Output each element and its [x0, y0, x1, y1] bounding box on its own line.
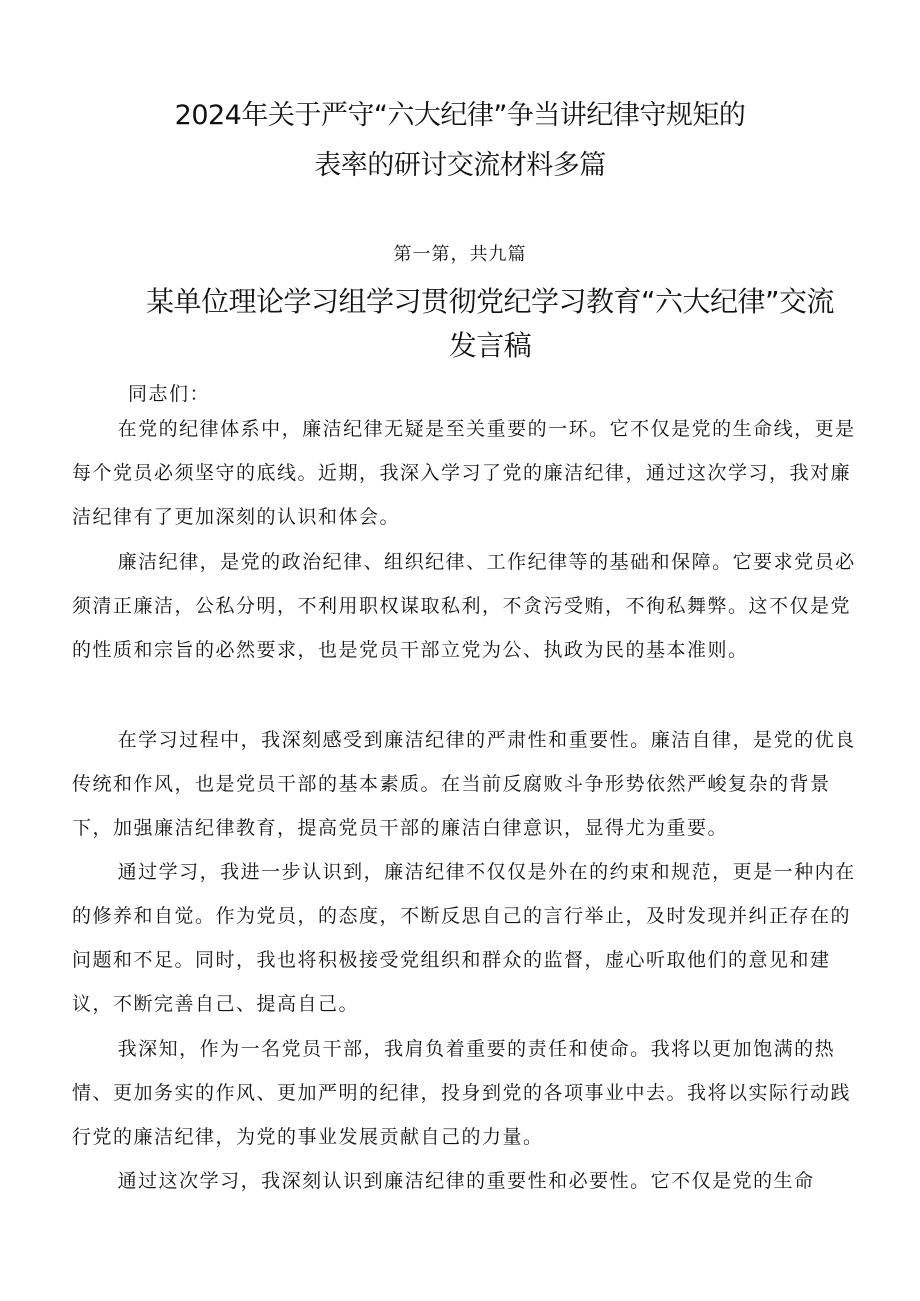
- paragraph-5: 我深知，作为一名党员干部，我肩负着重要的责任和使命。我将以更加饱满的热情、更加务实的作风、更加严明的纪律，投身到党的各项事业中去。我将以实际行动践行党的廉洁纪律，为党的事业发展贡献自己的力量。: [72, 1038, 852, 1148]
- article-title-line-1: 某单位理论学习组学习贯彻党纪学习教育“六大纪律”交流: [145, 285, 834, 318]
- part-label: 第一第，共九篇: [393, 244, 527, 265]
- paragraph-6: 通过这次学习，我深刻认识到廉洁纪律的重要性和必要性。它不仅是党的生命: [117, 1170, 815, 1192]
- paragraph-2: 廉洁纪律，是党的政治纪律、组织纪律、工作纪律等的基础和保障。它要求党员必须清正廉洁，公私分明，不利用职权谋取私利，不贪污受贿，不徇私舞弊。这不仅是党的性质和宗旨的必然要求，也是党员干部立党为公、执政为民的基本准则。: [72, 551, 856, 661]
- document-title-line-1: 2024年关于严守“六大纪律”争当讲纪律守规矩的: [174, 100, 746, 131]
- paragraph-3: 在学习过程中，我深刻感受到廉洁纪律的严肃性和重要性。廉洁自律，是党的优良传统和作风，也是党员干部的基本素质。在当前反腐败斗争形势依然严峻复杂的背景下，加强廉洁纪律教育，提高党员干部的廉洁白律意识，显得尤为重要。: [72, 729, 856, 839]
- paragraph-4: 通过学习，我进一步认识到，廉洁纪律不仅仅是外在的约束和规范，更是一种内在的修养和自觉。作为党员，的态度，不断反思自己的言行举止，及时发现并纠正存在的问题和不足。同时，我也将积极接受党组织和群众的监督，虚心听取他们的意见和建议，不断完善自己、提高自己。: [72, 861, 856, 1015]
- salutation: 同志们：: [128, 383, 211, 405]
- article-title-line-2: 发言稿: [448, 329, 532, 362]
- paragraph-1: 在党的纪律体系中，廉洁纪律无疑是至关重要的一环。它不仅是党的生命线，更是每个党员必须坚守的底线。近期，我深入学习了党的廉洁纪律，通过这次学习，我对廉洁纪律有了更加深刻的认识和体会。: [72, 418, 856, 528]
- document-title-line-2: 表率的研讨交流材料多篇: [314, 150, 606, 181]
